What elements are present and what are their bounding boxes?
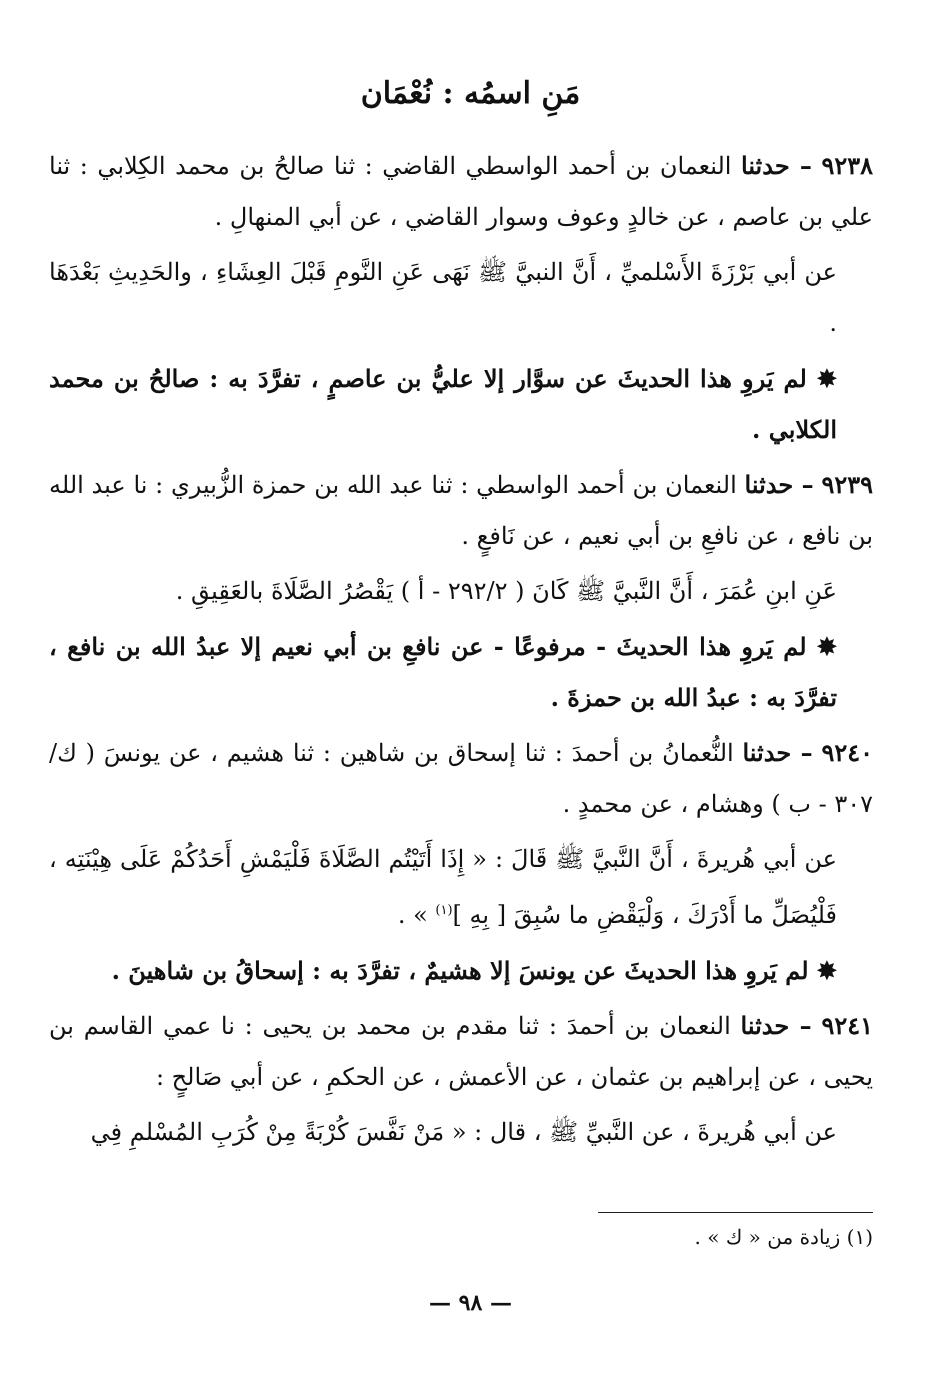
hadith-note: ✸ لم يَروِ هذا الحديثَ - مرفوعًا - عن نافعِ بن أبي نعيم إلا عبدُ الله بن نافع ، تفرَّدَ به : عبدُ الله بن حمزةَ . [49,632,837,712]
footnote: (١) زيادة من « ك » . [694,1225,873,1249]
hadith-lead: حدثنا [741,151,790,180]
dash: – [793,470,814,499]
page-number: — ٩٨ — [429,1290,512,1316]
isnad-text: النعمان بن أحمد الواسطي : ثنا عبد الله بن حمزة الزُّبيري : نا عبد الله بن نافع ، عن نافعِ بن أبي نعيم ، عن نَافعٍ . [49,471,873,550]
hadith-note: ✸ لم يَروِ هذا الحديثَ عن سوَّار إلا عليُّ بن عاصمٍ ، تفرَّدَ به : صالحُ بن محمد الكلابي . [49,364,837,444]
hadith-note: ✸ لم يَروِ هذا الحديثَ عن يونسَ إلا هشيمٌ ، تفرَّدَ به : إسحاقُ بن شاهينَ . [111,956,837,985]
matn-text: عن أبي هُريرةَ ، أَنَّ النَّبيَّ ﷺ قَالَ : « إِذَا أَتَيْتُم الصَّلَاةَ فَلْيَمْشِ أَحَدُكُمْ عَلَى هِيْنَتِه ، فَلْيُصَلِّ ما أَدْرَكَ ، وَلْيَقْضِ ما سُبِقَ [ بِهِ ] [49,845,837,929]
dash: – [789,1011,812,1040]
hadith-lead: حدثنا [744,470,794,499]
hadith-isnad [49,459,873,562]
hadith-number: ٩٢٣٩ [821,470,873,499]
hadith-lead: حدثنا [742,738,792,767]
page-body [49,140,873,1162]
footnote-marker: (١) [435,903,453,918]
dash: – [791,738,813,767]
hadith-number: ٩٢٣٨ [821,151,873,180]
hadith-isnad [49,140,873,243]
section-heading: مَنِ اسمُه : نُعْمَان [360,76,581,111]
hadith-isnad [49,1000,873,1103]
hadith-lead: حدثنا [740,1011,790,1040]
footnote-divider [598,1212,873,1213]
hadith-matn: عن أبي هُريرةَ ، عن النَّبيِّ ﷺ ، قال : « مَنْ نَفَّسَ كُرْبَةً مِنْ كُرَبِ المُسْلمِ فِي [90,1118,837,1146]
isnad-text: النعمان بن أحمدَ : ثنا مقدم بن محمد بن يحيى : نا عمي القاسم بن يحيى ، عن إبراهيم بن عثمان ، عن الأعمش ، عن الحكمِ ، عن أبي صَالحٍ : [49,1012,873,1091]
matn-close: » . [397,901,428,929]
hadith-isnad [49,727,873,830]
hadith-matn: عَنِ ابنِ عُمَرَ ، أَنَّ النَّبيَّ ﷺ كَانَ ( ٢٩٢/٢ - أ ) يَقْصُرُ الصَّلَاةَ بالعَقِيقِ . [175,577,837,605]
hadith-number: ٩٢٤١ [821,1011,873,1040]
dash: – [789,151,812,180]
hadith-matn [49,834,873,941]
hadith-number: ٩٢٤٠ [821,738,873,767]
isnad-text: النُّعمانُ بن أحمدَ : ثنا إسحاق بن شاهين : ثنا هشيم ، عن يونسَ ( ك/٣٠٧ - ب ) وهشام ، عن محمدٍ . [49,739,873,818]
hadith-matn: عن أبي بَرْزَةَ الأَسْلميِّ ، أَنَّ النبيَّ ﷺ نَهَى عَنِ النَّومِ قَبْلَ العِشَاءِ ، والحَدِيثِ بَعْدَهَا . [49,258,837,337]
isnad-text: النعمان بن أحمد الواسطي القاضي : ثنا صالحُ بن محمد الكِلابي : ثنا علي بن عاصم ، عن خالدٍ وعوف وسوار القاضي ، عن أبي المنهالِ . [49,152,873,231]
